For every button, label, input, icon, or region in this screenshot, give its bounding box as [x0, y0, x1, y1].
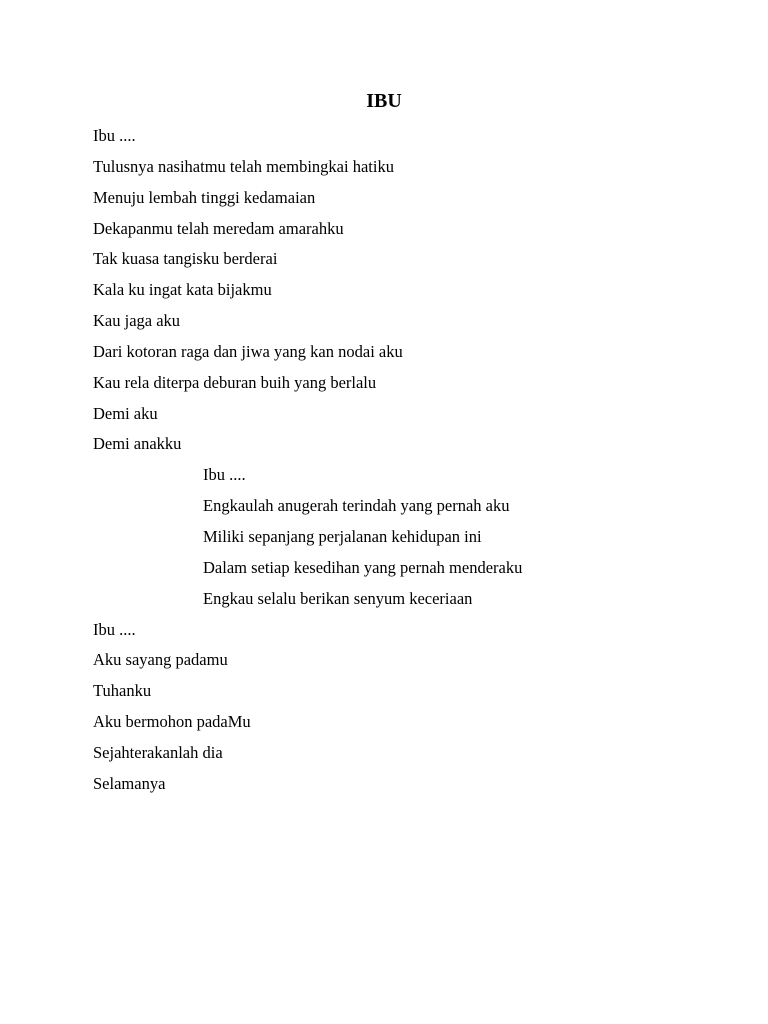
poem-line: Selamanya — [93, 773, 166, 793]
poem-line-indented: Ibu .... — [203, 465, 246, 485]
poem-line-indented: Dalam setiap kesedihan yang pernah menderaku — [203, 557, 523, 577]
poem-line: Demi anakku — [93, 434, 182, 454]
poem-line: Aku bermohon padaMu — [93, 712, 251, 732]
poem-line: Ibu .... — [93, 126, 136, 145]
poem-line: Kau jaga aku — [93, 311, 181, 331]
poem-line-indented: Miliki sepanjang perjalanan kehidupan ini — [203, 526, 482, 546]
poem-line: Sejahterakanlah dia — [93, 742, 223, 762]
poem-line: Aku sayang padamu — [93, 650, 228, 670]
poem-line: Tulusnya nasihatmu telah membingkai hatiku — [93, 156, 394, 176]
poem-line: Dekapanmu telah meredam amarahku — [93, 218, 344, 238]
poem-line: Demi aku — [93, 403, 158, 423]
poem-line: Tak kuasa tangisku berderai — [93, 249, 278, 269]
poem-body — [93, 121, 693, 800]
poem-line: Kala ku ingat kata bijakmu — [93, 280, 272, 300]
poem-line: Ibu .... — [93, 619, 136, 639]
poem-line-indented: Engkau selalu berikan senyum keceriaan — [203, 588, 473, 608]
poem-line: Tuhanku — [93, 681, 152, 701]
poem-title: IBU — [366, 90, 402, 112]
poem-line-indented: Engkaulah anugerah terindah yang pernah aku — [203, 496, 510, 516]
poem-line: Kau rela diterpa deburan buih yang berlalu — [93, 372, 377, 392]
poem-line: Dari kotoran raga dan jiwa yang kan nodai aku — [93, 341, 403, 361]
poem-line: Menuju lembah tinggi kedamaian — [93, 187, 316, 207]
